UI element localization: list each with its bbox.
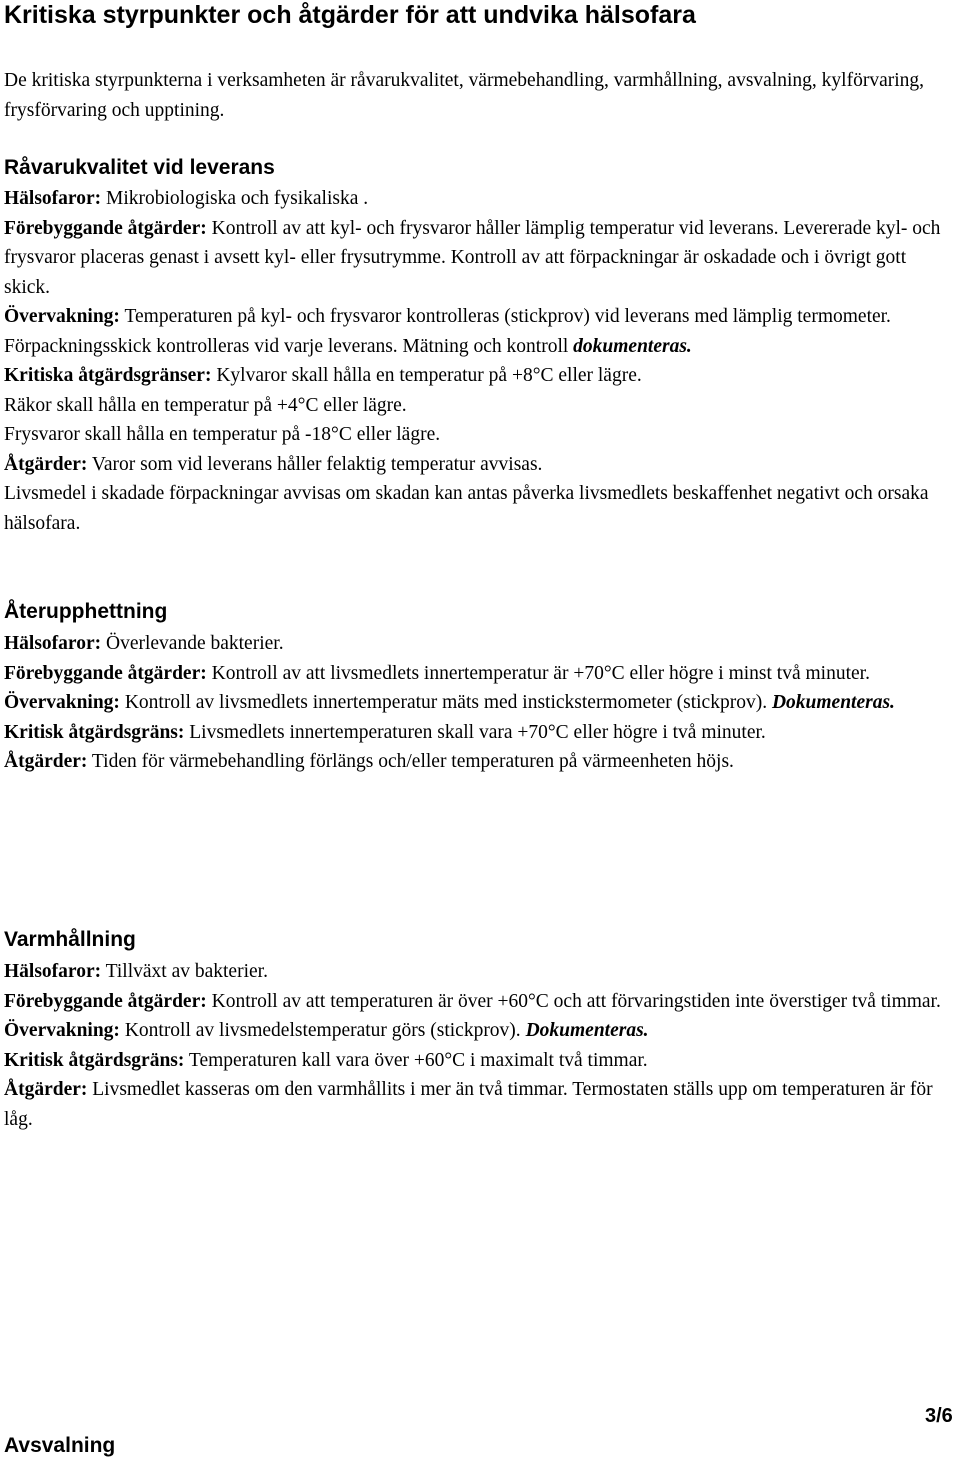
limit-line-2: Räkor skall hålla en temperatur på +4°C eller lägre. [4,394,407,416]
action-text: Varor som vid leverans håller felaktig temperatur avvisas. [91,453,543,475]
prevent-text: Kontroll av att livsmedlets innertemperatur är +70°C eller högre i minst två minuter. [211,662,870,684]
hazard-label: Hälsofaror: [4,188,102,209]
hazard-text: Överlevande bakterier. [106,633,284,654]
prevent-text: Kontroll av att temperaturen är över +60°C och att förvaringstiden inte överstiger två timmar. [211,990,941,1012]
action-text: Livsmedlet kasseras om den varmhållits i mer än två timmar. Termostaten ställs upp om temperaturen är för låg. [4,1079,933,1130]
monitor-doc: dokumenteras. [573,335,692,357]
action-text: Tiden för värmebehandling förlängs och/eller temperaturen på värmeenheten höjs. [91,751,734,772]
monitor-label: Övervakning: [4,1020,120,1041]
prevent-label: Förebyggande åtgärder: [4,990,207,1012]
section-heading-ateruppvarmning: Återupphettning [4,600,168,623]
section-heading-varmhallning: Varmhållning [4,928,136,951]
limit-label: Kritisk åtgärdsgräns: [4,1049,185,1071]
page-number: 3/6 [925,1405,953,1427]
limit-text: Kylvaror skall hålla en temperatur på +8°C eller lägre. [216,365,642,386]
limit-text: Livsmedlets innertemperaturen skall vara +70°C eller högre i två minuter. [189,721,766,743]
hazard-label: Hälsofaror: [4,961,102,982]
section-3-body [4,957,950,1134]
limit-text: Temperaturen kall vara över +60°C i maximalt två timmar. [188,1049,648,1071]
monitor-text: Temperaturen på kyl- och frysvaror kontrolleras (stickprov) vid leverans med lämplig termometer. Förpackningsskick kontrolleras vid varje leverans. Mätning och kontroll [4,306,891,357]
prevent-text: Kontroll av att kyl- och frysvaror håller lämplig temperatur vid leverans. Levererade kyl- och frysvaror placeras genast i avsett kyl- eller frysutrymme. Kontroll av att förpackningar är oskadade och i övrigt gott skick. [4,217,941,298]
monitor-doc: Dokumenteras. [525,1020,649,1041]
action-label: Åtgärder: [4,1079,88,1100]
action-label: Åtgärder: [4,751,88,772]
hazard-text: Tillväxt av bakterier. [105,961,268,982]
monitor-doc: Dokumenteras. [771,692,895,713]
monitor-label: Övervakning: [4,306,120,327]
hazard-text: Mikrobiologiska och fysikaliska . [106,188,369,209]
limit-label: Kritisk åtgärdsgräns: [4,721,185,743]
limit-line-3: Frysvaror skall hålla en temperatur på -18°C eller lägre. [4,424,441,445]
section-heading-avsvalning: Avsvalning [4,1434,116,1457]
monitor-text: Kontroll av livsmedelstemperatur görs (stickprov). [124,1020,521,1041]
section-2-body [4,629,950,777]
monitor-label: Övervakning: [4,692,120,713]
hazard-label: Hälsofaror: [4,633,102,654]
section-1-body [4,184,950,538]
page-title: Kritiska styrpunkter och åtgärder för att undvika hälsofara [4,1,696,29]
prevent-label: Förebyggande åtgärder: [4,217,207,239]
limit-label: Kritiska åtgärdsgränser: [4,365,212,386]
action-line-2: Livsmedel i skadade förpackningar avvisas om skadan kan antas påverka livsmedlets beskaffenhet negativt och orsaka hälsofara. [4,483,929,534]
action-label: Åtgärder: [4,453,88,475]
prevent-label: Förebyggande åtgärder: [4,662,207,684]
monitor-text: Kontroll av livsmedlets innertemperatur mäts med instickstermometer (stickprov). [124,692,768,713]
intro-paragraph: De kritiska styrpunkterna i verksamheten är råvarukvalitet, värmebehandling, varmhållning, avsvalning, kylförvaring, frysförvaring och upptining. [4,70,925,121]
section-heading-ravarukvalitet: Råvarukvalitet vid leverans [4,156,275,179]
